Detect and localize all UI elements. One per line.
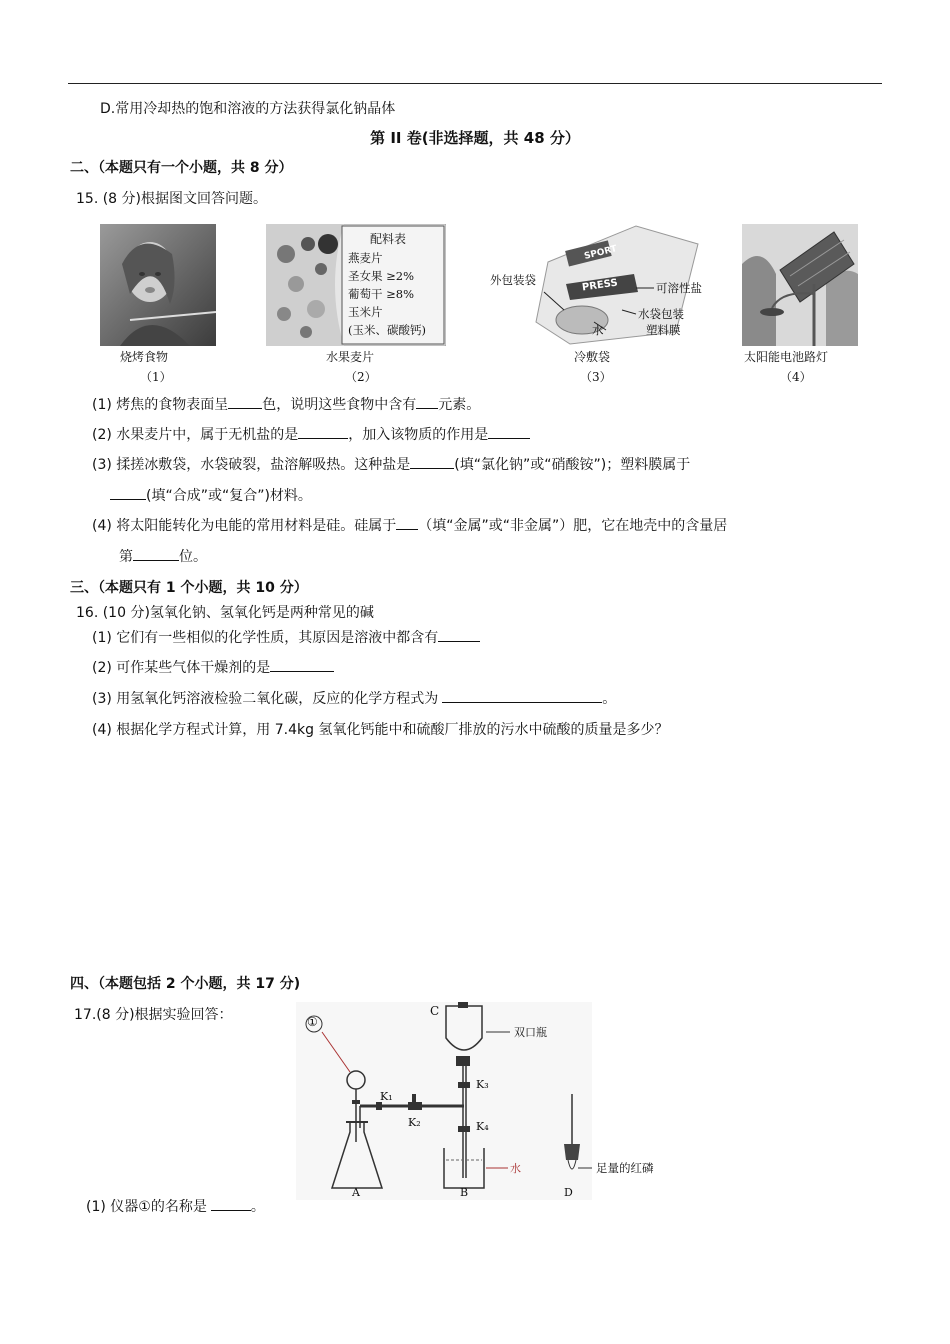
answer-blank[interactable] — [133, 546, 179, 561]
figure-1-caption: 烧烤食物 — [120, 350, 169, 364]
ingredient-row: (玉米、碳酸钙) — [348, 323, 426, 337]
q16-item-4: (4) 根据化学方程式计算，用 7.4kg 氢氧化钙能中和硫酸厂排放的污水中硫酸的质量是多少？ — [92, 722, 669, 738]
q16-3-end: 。 — [602, 691, 617, 707]
figure-3-number: （3） — [580, 370, 612, 384]
label-red-phosphorus: 足量的红磷 — [596, 1161, 654, 1175]
q17-item-1 — [86, 1196, 265, 1216]
figure-bbq-photo — [100, 224, 216, 346]
figure-solar-light — [742, 224, 858, 346]
question-17: 17.(8 分)根据实验回答： — [74, 1007, 233, 1023]
answer-blank[interactable] — [488, 424, 530, 439]
q15-2-text-a: (2) 水果麦片中，属于无机盐的是 — [92, 427, 299, 443]
answer-blank[interactable] — [442, 688, 602, 703]
volume-title: 第 II 卷(非选择题，共 48 分） — [370, 129, 580, 147]
figure-1-number: （1） — [140, 370, 172, 384]
question-16: 16. (10 分)氢氧化钠、氢氧化钙是两种常见的碱 — [76, 605, 374, 621]
answer-blank[interactable] — [298, 424, 348, 439]
q16-item-2 — [92, 657, 334, 677]
label-K3: K₃ — [476, 1078, 489, 1091]
ingredient-row: 燕麦片 — [348, 251, 383, 265]
q17-1-text: (1) 仪器①的名称是 — [86, 1199, 207, 1215]
q16-2-text: (2) 可作某些气体干燥剂的是 — [92, 660, 271, 676]
ingredient-row: 圣女果 ≥2% — [348, 269, 415, 283]
q15-item-4-cont — [119, 546, 207, 566]
q15-1-text-c: 元素。 — [438, 397, 481, 413]
apparatus-diagram — [296, 1002, 592, 1200]
cold-pack-press: PRESS — [581, 277, 619, 294]
q17-1-end: 。 — [250, 1199, 265, 1215]
answer-blank[interactable] — [396, 515, 418, 530]
figure-2-number: （2） — [345, 370, 377, 384]
label-D: D — [564, 1186, 573, 1199]
ingredient-row: 玉米片 — [348, 305, 383, 319]
q16-item-1 — [92, 627, 480, 647]
q15-4-text-d: 位。 — [179, 549, 207, 565]
q15-item-1 — [92, 394, 480, 414]
label-soluble-salt: 可溶性盐 — [656, 281, 702, 295]
figure-4-caption: 太阳能电池路灯 — [744, 350, 829, 364]
label-double-neck-bottle: 双口瓶 — [514, 1026, 547, 1039]
figure-3-caption: 冷敷袋 — [574, 350, 611, 364]
q15-item-3-cont — [110, 485, 312, 505]
answer-blank[interactable] — [270, 657, 334, 672]
cold-pack-brand: SPORT — [583, 244, 619, 262]
section-3-heading: 三、（本题只有 1 个小题，共 10 分） — [70, 580, 308, 596]
label-A: A — [352, 1186, 360, 1199]
option-d: D.常用冷却热的饱和溶液的方法获得氯化钠晶体 — [100, 101, 396, 117]
q15-1-text-b: 色，说明这些食物中含有 — [262, 397, 417, 413]
figure-4-number: （4） — [780, 370, 812, 384]
label-C: C — [430, 1004, 440, 1018]
q15-4-text-a: (4) 将太阳能转化为电能的常用材料是硅。硅属于 — [92, 518, 397, 534]
q15-item-2 — [92, 424, 530, 444]
label-water: 水 — [592, 323, 604, 337]
figure-2-caption: 水果麦片 — [326, 350, 375, 364]
label-B: B — [460, 1186, 469, 1199]
q15-3-text-b: (填“氯化钠”或“硝酸铵”)；塑料膜属于 — [454, 457, 691, 473]
label-K2: K₂ — [408, 1116, 421, 1129]
label-water-bag: 水袋包装 — [638, 307, 684, 321]
section-2-heading: 二、（本题只有一个小题，共 8 分） — [70, 160, 293, 176]
q15-4-text-c: 第 — [119, 549, 133, 565]
q15-1-text-a: (1) 烤焦的食物表面呈 — [92, 397, 229, 413]
ingredient-table-title: 配料表 — [370, 232, 407, 246]
figure-cereal — [266, 224, 446, 346]
answer-blank[interactable] — [110, 485, 146, 500]
answer-blank[interactable] — [438, 627, 480, 642]
answer-blank[interactable] — [410, 454, 454, 469]
ingredient-row: 葡萄干 ≥8% — [348, 287, 415, 301]
label-instrument-1: ① — [307, 1015, 318, 1029]
question-15: 15. (8 分)根据图文回答问题。 — [76, 191, 267, 207]
answer-blank[interactable] — [416, 394, 438, 409]
q15-item-3 — [92, 454, 690, 474]
label-K1: K₁ — [380, 1090, 393, 1103]
q16-3-text: (3) 用氢氧化钙溶液检验二氧化碳，反应的化学方程式为 — [92, 691, 439, 707]
q15-3-text-c: (填“合成”或“复合”)材料。 — [146, 488, 312, 504]
label-K4: K₄ — [476, 1120, 489, 1133]
label-plastic-film: 塑料膜 — [646, 323, 681, 337]
answer-blank[interactable] — [228, 394, 262, 409]
label-outer-bag: 外包装袋 — [490, 273, 536, 287]
q15-item-4 — [92, 515, 727, 535]
q15-2-text-b: ，加入该物质的作用是 — [348, 427, 489, 443]
q15-4-text-b: （填“金属”或“非金属”）肥，它在地壳中的含量居 — [418, 518, 728, 534]
top-rule — [68, 83, 882, 84]
q16-item-3 — [92, 688, 616, 708]
q15-3-text-a: (3) 揉搓冰敷袋，水袋破裂，盐溶解吸热。这种盐是 — [92, 457, 411, 473]
figure-cold-pack — [486, 222, 714, 348]
section-4-heading: 四、（本题包括 2 个小题，共 17 分) — [70, 976, 301, 992]
answer-blank[interactable] — [211, 1196, 251, 1211]
q16-1-text: (1) 它们有一些相似的化学性质，其原因是溶液中都含有 — [92, 630, 439, 646]
label-water: 水 — [510, 1162, 521, 1175]
